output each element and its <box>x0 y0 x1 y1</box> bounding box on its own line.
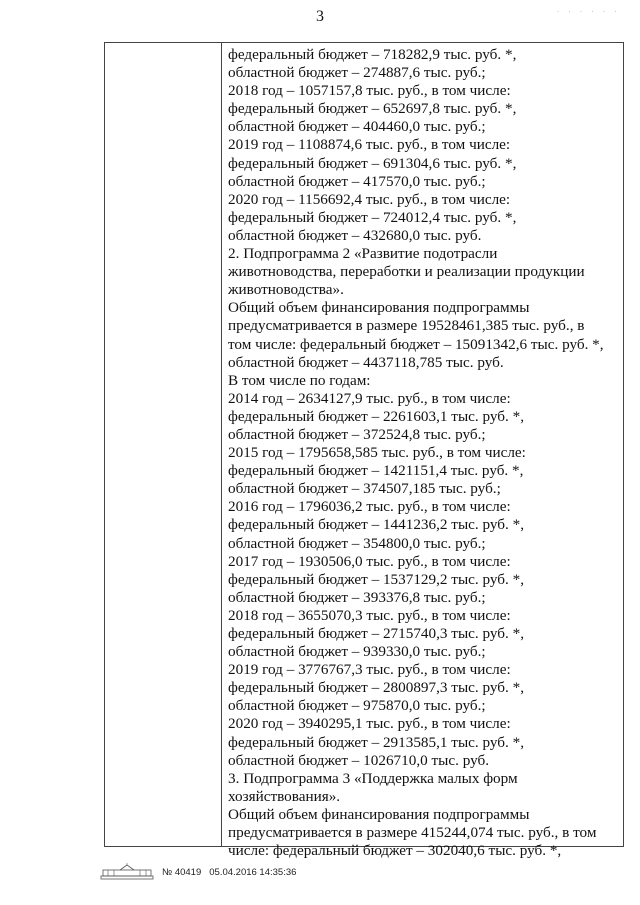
text-line: областной бюджет – 939330,0 тыс. руб.; <box>228 643 486 661</box>
text-line: федеральный бюджет – 2913585,1 тыс. руб. *, <box>228 733 524 751</box>
document-footer <box>100 862 296 882</box>
text-line: 2017 год – 1930506,0 тыс. руб., в том числе: <box>228 552 511 570</box>
government-building-logo <box>100 863 154 881</box>
text-line: В том числе по годам: <box>228 371 371 389</box>
text-line: федеральный бюджет – 724012,4 тыс. руб. *, <box>228 208 517 226</box>
text-line: областной бюджет – 393376,8 тыс. руб.; <box>228 588 486 606</box>
text-line: областной бюджет – 274887,6 тыс. руб.; <box>228 64 486 82</box>
document-datetime: 05.04.2016 14:35:36 <box>209 866 297 878</box>
text-line: предусматривается в размере 19528461,385 тыс. руб., в <box>228 317 585 335</box>
text-line: хозяйствования». <box>228 787 341 805</box>
text-line: 2018 год – 1057157,8 тыс. руб., в том числе: <box>228 82 511 100</box>
scan-marks: · · · · · · <box>556 6 620 16</box>
document-table <box>104 42 624 860</box>
text-line: 2020 год – 1156692,4 тыс. руб., в том числе: <box>228 190 511 208</box>
text-line: федеральный бюджет – 1441236,2 тыс. руб. *, <box>228 516 524 534</box>
text-line: областной бюджет – 975870,0 тыс. руб.; <box>228 697 486 715</box>
text-line: 2015 год – 1795658,585 тыс. руб., в том числе: <box>228 444 526 462</box>
text-line: федеральный бюджет – 2715740,3 тыс. руб. *, <box>228 625 524 642</box>
text-line: 2018 год – 3655070,3 тыс. руб., в том числе: <box>228 606 511 624</box>
text-line: областной бюджет – 374507,185 тыс. руб.; <box>228 480 501 498</box>
text-line: животноводства». <box>228 281 344 299</box>
text-line: предусматривается в размере 415244,074 тыс. руб., в том <box>228 824 597 842</box>
table-left-column <box>105 43 222 846</box>
text-line: числе: федеральный бюджет – 302040,6 тыс. руб. *, <box>228 842 562 860</box>
text-line: федеральный бюджет – 2800897,3 тыс. руб. *, <box>228 679 524 697</box>
text-line: 3. Подпрограмма 3 «Поддержка малых форм <box>228 769 518 787</box>
text-line: областной бюджет – 4437118,785 тыс. руб. <box>228 353 504 371</box>
text-line: том числе: федеральный бюджет – 15091342,6 тыс. руб. *, <box>228 335 604 353</box>
page-number: 3 <box>316 8 324 25</box>
document-number: № 40419 <box>162 866 202 878</box>
text-line: 2014 год – 2634127,9 тыс. руб., в том числе: <box>228 389 511 407</box>
text-line: Общий объем финансирования подпрограммы <box>228 805 530 823</box>
text-line: 2016 год – 1796036,2 тыс. руб., в том числе: <box>228 498 511 516</box>
text-line: областной бюджет – 1026710,0 тыс. руб. <box>228 751 490 769</box>
text-line: животноводства, переработки и реализации продукции <box>228 263 585 281</box>
text-line: областной бюджет – 354800,0 тыс. руб.; <box>228 534 486 552</box>
text-line: федеральный бюджет – 718282,9 тыс. руб. *, <box>228 46 517 63</box>
text-line: Общий объем финансирования подпрограммы <box>228 299 530 317</box>
text-line: областной бюджет – 404460,0 тыс. руб.; <box>228 118 486 136</box>
text-line: 2. Подпрограмма 2 «Развитие подотрасли <box>228 245 498 263</box>
table-right-column <box>222 43 623 860</box>
text-line: федеральный бюджет – 652697,8 тыс. руб. *, <box>228 100 517 118</box>
text-line: 2019 год – 1108874,6 тыс. руб., в том числе: <box>228 136 511 154</box>
text-line: 2019 год – 3776767,3 тыс. руб., в том числе: <box>228 661 511 679</box>
text-line: федеральный бюджет – 1537129,2 тыс. руб. *, <box>228 570 524 588</box>
text-line: 2020 год – 3940295,1 тыс. руб., в том числе: <box>228 715 511 733</box>
text-line: областной бюджет – 432680,0 тыс. руб. <box>228 226 482 244</box>
text-line: федеральный бюджет – 1421151,4 тыс. руб. *, <box>228 462 524 480</box>
text-line: областной бюджет – 417570,0 тыс. руб.; <box>228 172 486 190</box>
text-line: федеральный бюджет – 691304,6 тыс. руб. *, <box>228 154 517 172</box>
text-line: областной бюджет – 372524,8 тыс. руб.; <box>228 425 486 443</box>
text-line: федеральный бюджет – 2261603,1 тыс. руб. *, <box>228 407 524 425</box>
